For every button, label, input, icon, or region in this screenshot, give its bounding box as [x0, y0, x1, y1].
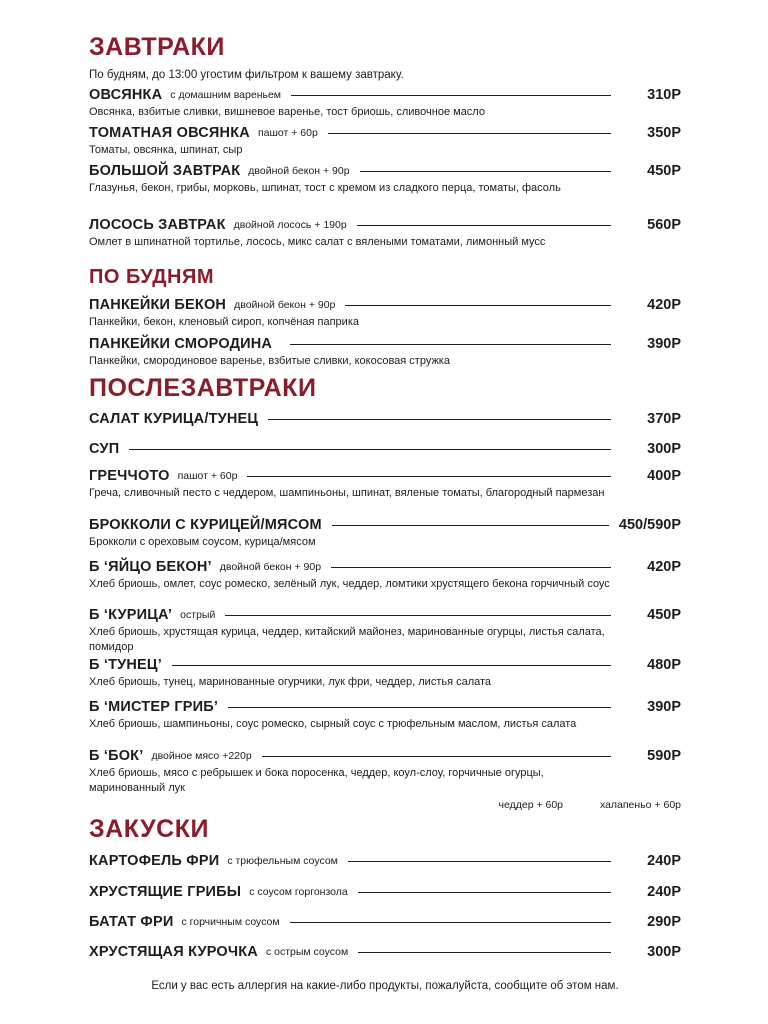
item-name: Б ‘КУРИЦА’ [89, 607, 173, 623]
item-note: с домашним вареньем [170, 89, 282, 101]
item-price: 450Р [647, 607, 681, 623]
leader-line [358, 892, 611, 893]
item-note: двойное мясо +220р [151, 750, 252, 762]
item-description: Омлет в шпинатной тортилье, лосось, микс салат с вялеными томатами, лимонный мусс [89, 236, 546, 248]
item-price: 400Р [647, 468, 681, 484]
item-price: 390Р [647, 699, 681, 715]
item-description: Греча, сливочный песто с чеддером, шампиньоны, шпинат, вяленые томаты, благородный пармезан [89, 487, 605, 499]
item-name: ОВСЯНКА [89, 87, 163, 103]
leader-line [328, 133, 611, 134]
leader-line [129, 449, 611, 450]
item-description: Панкейки, смородиновое варенье, взбитые сливки, кокосовая стружка [89, 355, 450, 367]
leader-line [268, 419, 611, 420]
menu-item [89, 943, 681, 961]
item-price: 240Р [647, 853, 681, 869]
item-price: 560Р [647, 217, 681, 233]
leader-line [247, 476, 611, 477]
item-note: с острым соусом [265, 946, 349, 958]
item-note: с трюфельным соусом [227, 855, 338, 867]
item-description: Хлеб бриошь, омлет, соус ромеско, зелёный лук, чеддер, ломтики хрустящего бекона горчичный соус [89, 578, 610, 590]
item-name: САЛАТ КУРИЦА/ТУНЕЦ [89, 411, 259, 427]
item-description: Брокколи с ореховым соусом, курица/мясом [89, 536, 316, 548]
menu-item [89, 747, 681, 796]
item-name: Б ‘ЯЙЦО БЕКОН’ [89, 559, 212, 575]
item-name: КАРТОФЕЛЬ ФРИ [89, 853, 220, 869]
item-name: БРОККОЛИ С КУРИЦЕЙ/МЯСОМ [89, 517, 322, 533]
leader-line [348, 861, 611, 862]
item-description: Хлеб бриошь, шампиньоны, соус ромеско, сырный соус с трюфельным маслом, листья салата [89, 718, 577, 730]
item-note: с соусом горгонзола [249, 886, 348, 898]
item-name: ГРЕЧЧОТО [89, 468, 170, 484]
item-name: Б ‘ТУНЕЦ’ [89, 657, 162, 673]
item-price: 420Р [647, 559, 681, 575]
menu-item [89, 656, 681, 690]
item-note: двойной бекон + 90р [248, 165, 350, 177]
section-title-breakfast: ЗАВТРАКИ [89, 33, 225, 61]
section-title-after: ПОСЛЕЗАВТРАКИ [89, 374, 317, 402]
item-price: 370Р [647, 411, 681, 427]
item-note: двойной бекон + 90р [219, 561, 322, 573]
item-price: 420Р [647, 297, 681, 313]
menu-item [89, 558, 681, 592]
item-price: 450/590Р [618, 517, 681, 533]
leader-line [357, 225, 611, 226]
section-title-weekdays: ПО БУДНЯМ [89, 266, 215, 288]
breakfast-intro: По будням, до 13:00 угостим фильтром к вашему завтраку. [89, 69, 404, 81]
item-name: ХРУСТЯЩИЕ ГРИБЫ [89, 884, 242, 900]
menu-item [89, 440, 681, 458]
item-note: пашот + 60р [257, 127, 318, 139]
menu-item [89, 86, 681, 120]
menu-item [89, 467, 681, 501]
leader-line [345, 305, 611, 306]
item-description: Овсянка, взбитые сливки, вишневое варенье, тост бриошь, сливочное масло [89, 106, 485, 118]
menu-item [89, 913, 681, 931]
leader-line [172, 665, 611, 666]
menu-item [89, 852, 681, 870]
item-price: 450Р [647, 163, 681, 179]
menu-item [89, 162, 681, 196]
item-name: ХРУСТЯЩАЯ КУРОЧКА [89, 944, 258, 960]
item-name: СУП [89, 441, 120, 457]
leader-line [228, 707, 611, 708]
item-note: пашот + 60р [177, 470, 238, 482]
item-name: ЛОСОСЬ ЗАВТРАК [89, 217, 226, 233]
item-description: Панкейки, бекон, кленовый сироп, копчёная паприка [89, 316, 359, 328]
leader-line [332, 525, 609, 526]
item-description: Хлеб бриошь, хрустящая курица, чеддер, китайский майонез, маринованные огурцы, листья салата, помидор [89, 626, 605, 653]
leader-line [290, 344, 611, 345]
menu-item [89, 296, 681, 330]
item-name: Б ‘БОК’ [89, 748, 144, 764]
menu-item [89, 335, 681, 369]
item-price: 290Р [647, 914, 681, 930]
leader-line [291, 95, 611, 96]
menu-item [89, 606, 681, 655]
leader-line [358, 952, 611, 953]
menu-item [89, 410, 681, 428]
item-description: Хлеб бриошь, мясо с ребрышек и бока поросенка, чеддер, коул-слоу, горчичные огурцы, маринованный лук [89, 767, 544, 794]
menu-item [89, 216, 681, 250]
section-title-snacks: ЗАКУСКИ [89, 815, 209, 843]
leader-line [331, 567, 611, 568]
item-name: БОЛЬШОЙ ЗАВТРАК [89, 163, 241, 179]
item-note: двойной бекон + 90р [234, 299, 336, 311]
menu-item [89, 883, 681, 901]
leader-line [225, 615, 611, 616]
item-price: 310Р [647, 87, 681, 103]
addon-cheddar: чеддер + 60р [498, 799, 564, 811]
addon-jalapeno: халапеньо + 60р [599, 799, 681, 811]
item-price: 240Р [647, 884, 681, 900]
item-note: двойной лосось + 190р [233, 219, 347, 231]
item-price: 590Р [647, 748, 681, 764]
addons-row [89, 799, 681, 811]
item-name: ТОМАТНАЯ ОВСЯНКА [89, 125, 250, 141]
item-name: Б ‘МИСТЕР ГРИБ’ [89, 699, 219, 715]
menu-item [89, 698, 681, 732]
item-price: 390Р [647, 336, 681, 352]
leader-line [360, 171, 611, 172]
leader-line [290, 922, 611, 923]
item-description: Глазунья, бекон, грибы, морковь, шпинат, тост с кремом из сладкого перца, томаты, фасоль [89, 182, 561, 194]
menu-item [89, 124, 681, 158]
allergy-notice: Если у вас есть аллергия на какие-либо продукты, пожалуйста, сообщите об этом нам. [151, 980, 619, 992]
item-price: 300Р [647, 944, 681, 960]
item-description: Томаты, овсянка, шпинат, сыр [89, 144, 243, 156]
item-price: 300Р [647, 441, 681, 457]
item-price: 480Р [647, 657, 681, 673]
leader-line [262, 756, 611, 757]
item-name: ПАНКЕЙКИ БЕКОН [89, 297, 227, 313]
menu-item [89, 516, 681, 550]
item-name: БАТАТ ФРИ [89, 914, 174, 930]
item-note: острый [180, 609, 216, 621]
item-note: с горчичным соусом [181, 916, 280, 928]
item-price: 350Р [647, 125, 681, 141]
item-name: ПАНКЕЙКИ СМОРОДИНА [89, 336, 273, 352]
menu-page [89, 0, 681, 1024]
item-description: Хлеб бриошь, тунец, маринованные огурчики, лук фри, чеддер, листья салата [89, 676, 492, 688]
